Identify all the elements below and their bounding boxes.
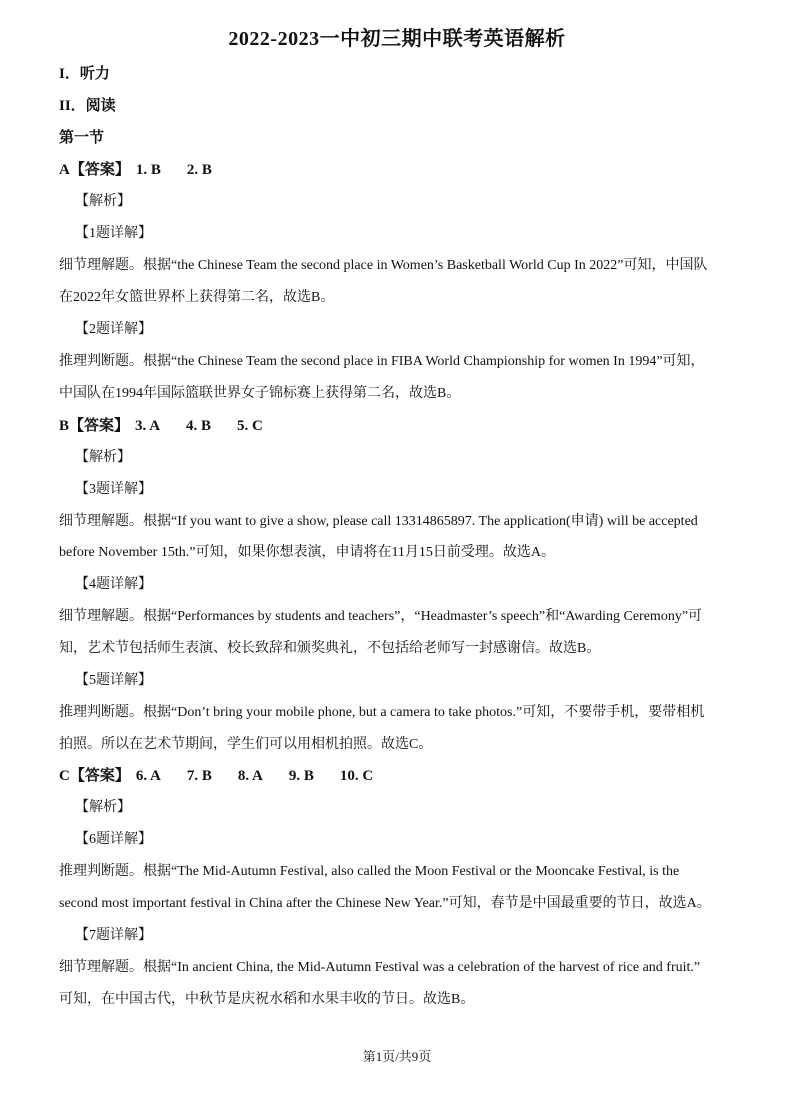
explanation-line: before November 15th.”可知，如果你想表演，申请将在11月15日前受理。故选A。 bbox=[59, 545, 556, 560]
explanation-line: 在2022年女篮世界杯上获得第二名，故选B。 bbox=[59, 290, 335, 305]
question-detail-head: 【3题详解】 bbox=[75, 482, 152, 497]
analysis-label: 【解析】 bbox=[75, 194, 131, 209]
answer-item: 2. B bbox=[186, 162, 212, 178]
explanation-line: 中国队在1994年国际篮联世界女子锦标赛上获得第二名，故选B。 bbox=[59, 386, 461, 401]
answer-row-a bbox=[59, 160, 739, 180]
section-listening: I．听力 bbox=[59, 66, 110, 82]
question-detail-head: 【5题详解】 bbox=[75, 673, 152, 688]
answer-item: 3. A bbox=[135, 418, 161, 434]
answer-item: 5. C bbox=[237, 418, 263, 434]
analysis-label: 【解析】 bbox=[75, 450, 131, 465]
explanation-line: 推理判断题。根据“the Chinese Team the second place in FIBA World Championship for women In 1994”可知， bbox=[59, 354, 705, 369]
explanation-line: 细节理解题。根据“In ancient China, the Mid-Autumn Festival was a celebration of the harvest of rice and fruit.” bbox=[59, 960, 701, 975]
question-detail-head: 【2题详解】 bbox=[75, 322, 152, 337]
explanation-line: 知，艺术节包括师生表演、校长致辞和颁奖典礼，不包括给老师写一封感谢信。故选B。 bbox=[59, 641, 601, 656]
answer-head: C【答案】 bbox=[59, 768, 130, 784]
section-part-one: 第一节 bbox=[59, 130, 105, 146]
page-number: 第1页/共9页 bbox=[362, 1049, 432, 1064]
answer-item: 6. A bbox=[135, 768, 161, 784]
answer-row-b bbox=[59, 416, 739, 436]
explanation-line: 可知，在中国古代，中秋节是庆祝水稻和水果丰收的节日。故选B。 bbox=[59, 992, 475, 1007]
explanation-line: 细节理解题。根据“If you want to give a show, please call 13314865897. The application(申请) will be accepted bbox=[59, 514, 698, 529]
answer-row-c bbox=[59, 766, 739, 786]
answer-item: 4. B bbox=[186, 418, 212, 434]
explanation-line: second most important festival in China after the Chinese New Year.”可知，春节是中国最重要的节日，故选A。 bbox=[59, 896, 711, 911]
question-detail-head: 【4题详解】 bbox=[75, 577, 152, 592]
answer-head: A【答案】 bbox=[59, 162, 130, 178]
analysis-label: 【解析】 bbox=[75, 800, 131, 815]
page-title: 2022-2023一中初三期中联考英语解析 bbox=[228, 28, 566, 50]
question-detail-head: 【6题详解】 bbox=[75, 832, 152, 847]
answer-item: 10. C bbox=[339, 768, 374, 784]
explanation-line: 拍照。所以在艺术节期间，学生们可以用相机拍照。故选C。 bbox=[59, 737, 433, 752]
answer-item: 1. B bbox=[135, 162, 161, 178]
answer-item: 8. A bbox=[237, 768, 263, 784]
section-reading: II．阅读 bbox=[59, 98, 116, 114]
answer-head: B【答案】 bbox=[59, 418, 130, 434]
answer-item: 9. B bbox=[288, 768, 314, 784]
explanation-line: 细节理解题。根据“the Chinese Team the second place in Women’s Basketball World Cup In 2022”可知，中国队 bbox=[59, 258, 708, 273]
explanation-line: 推理判断题。根据“Don’t bring your mobile phone, but a camera to take photos.”可知，不要带手机，要带相机 bbox=[59, 705, 705, 720]
question-detail-head: 【1题详解】 bbox=[75, 226, 152, 241]
answer-item: 7. B bbox=[186, 768, 212, 784]
explanation-line: 推理判断题。根据“The Mid-Autumn Festival, also called the Moon Festival or the Mooncake Festival, is the bbox=[59, 864, 680, 879]
explanation-line: 细节理解题。根据“Performances by students and teachers”，“Headmaster’s speech”和“Awarding Ceremony”可 bbox=[59, 609, 703, 624]
question-detail-head: 【7题详解】 bbox=[75, 928, 152, 943]
